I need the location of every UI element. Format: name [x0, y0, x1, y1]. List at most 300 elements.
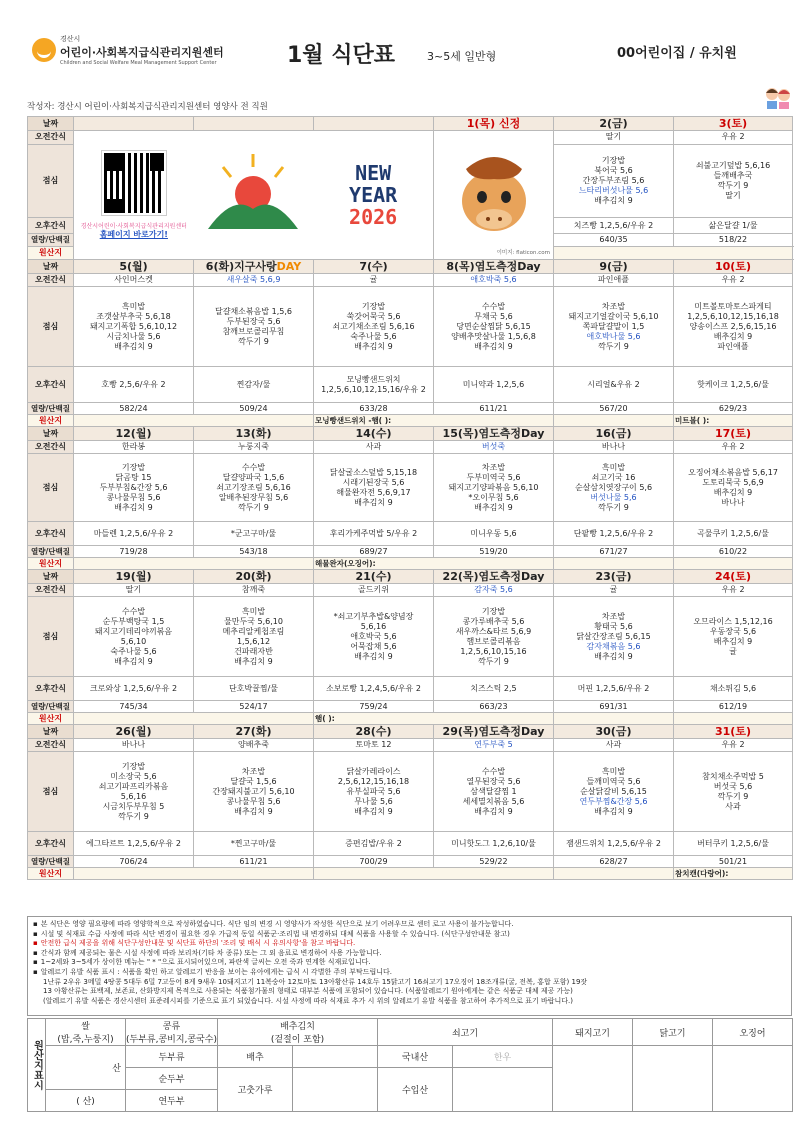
origin-label: 원산지 — [28, 247, 74, 260]
morning-snack: 우유 2 — [674, 739, 793, 752]
lunch-item: 배추김치 9 — [114, 502, 153, 512]
lunch-item: 배추김치 9 — [354, 651, 393, 661]
day-date: 14(수) — [314, 427, 434, 441]
lunch-item: 두부된장국 5,6 — [226, 316, 281, 326]
date-row — [28, 570, 793, 584]
day-date: 17(토) — [674, 427, 793, 441]
origin-label: 원산지 — [28, 713, 74, 725]
lunch-item: 돼지고기폭합 5,6,10,12 — [89, 321, 178, 331]
chicken-value — [633, 1046, 713, 1112]
day-date — [194, 117, 314, 131]
lunch-item: 흑미밥 — [241, 606, 266, 616]
lunch-item: 양배추맛살나물 1,5,6,8 — [451, 331, 536, 341]
lunch-row — [28, 597, 793, 677]
lunch-label: 점심 — [28, 287, 74, 367]
lunch-item: 순두부백탕국 1,5 — [102, 616, 165, 626]
lunch-item: 바나나 — [721, 497, 745, 507]
afternoon-snack: 미니핫도그 1,2,6,10/물 — [434, 832, 554, 856]
cabbage-label: 배추 — [218, 1046, 293, 1068]
menu-table — [27, 116, 793, 880]
lunch-item: 기장밥 — [121, 761, 146, 771]
lunch-menu — [74, 287, 194, 367]
beef-header: 쇠고기 — [378, 1019, 553, 1046]
lunch-item: 차조밥 — [481, 462, 506, 472]
lunch-menu — [674, 454, 793, 522]
lunch-item: 배추김치 9 — [713, 487, 753, 497]
lunch-item: 배추김치 9 — [474, 341, 513, 351]
domestic-value: 한우 — [453, 1046, 553, 1068]
lunch-item: 딸기 — [725, 191, 741, 201]
lunch-item: 흑미밥 — [121, 301, 146, 311]
lunch-item: 물만두국 5,6,10 — [224, 616, 283, 626]
bullet-icon: ▪ — [33, 948, 38, 957]
lunch-menu — [194, 454, 314, 522]
yeon-tofu-label: 연두부 — [126, 1090, 218, 1112]
logo-name: 어린이·사회복지급식관리지원센터 — [60, 46, 224, 59]
promo-area — [74, 131, 434, 260]
calorie-value: 567/20 — [554, 403, 674, 415]
afternoon-snack: 단팥빵 1,2,5,6/우유 2 — [554, 522, 674, 546]
lunch-item: 배추김치 9 — [354, 806, 393, 816]
lunch-item: 깍두기 9 — [238, 336, 269, 346]
lunch-item: 돼지고기얼갈이국 5,6,10 — [568, 311, 659, 321]
day-date: 1(목) 신정 — [434, 117, 554, 131]
day-date: 5(월) — [74, 260, 194, 274]
day-date: 3(토) — [674, 117, 793, 131]
lunch-item: 닭곰탕 15 — [115, 472, 152, 482]
calorie-value: 519/20 — [434, 546, 554, 558]
note-line: (알레르기 유발 식품은 경산시센터 표준레시피를 기준으로 표기 되었습니다. 시설 사정에 따라 식재료 추가 시 위의 알레르기 유발 식품을 참고하여 추가적으로 표기 바랍니다.) — [43, 996, 573, 1005]
lunch-item: 사과 — [725, 801, 741, 811]
sunrise-icon — [194, 149, 312, 242]
lunch-menu — [314, 287, 434, 367]
date-row — [28, 427, 793, 441]
morning-snack: 사과 — [554, 739, 674, 752]
lunch-item: 알배추된장무침 5,6 — [218, 492, 289, 502]
school-name: 00어린이집 / 유치원 — [617, 46, 737, 61]
morning-snack: 버섯죽 — [434, 441, 554, 454]
lunch-menu — [434, 597, 554, 677]
afternoon-snack: 치즈빵 1,2,5,6/우유 2 — [554, 218, 674, 234]
morning-snack: 우유 2 — [674, 131, 793, 145]
horse-icon — [446, 149, 542, 239]
lunch-item: 어묵잡채 5,6 — [350, 641, 397, 651]
lunch-item: 배추김치 9 — [713, 331, 753, 341]
qr-block[interactable] — [75, 151, 193, 240]
morning-snack: 바나나 — [554, 441, 674, 454]
lunch-item: 애호박나물 5,6 — [586, 331, 641, 341]
calorie-value: 640/35 — [554, 234, 674, 247]
calorie-value: 518/22 — [674, 234, 793, 247]
calorie-label: 열량/단백질 — [28, 234, 74, 247]
origin-note-center: 해물완자(오징어): — [314, 558, 554, 570]
lunch-item: 쇠고기파프리카볶음 — [98, 781, 169, 791]
lunch-item: 배추김치 9 — [234, 806, 273, 816]
lunch-item: 깍두기 9 — [118, 811, 149, 821]
lunch-item: *쇠고기부추밥&양념장 — [333, 611, 414, 621]
lunch-item: 삼색달걀찜 1 — [470, 786, 517, 796]
origin-note-center — [314, 868, 554, 880]
note-line: 13 아황산류는 표백제, 보존료, 산화방지제 목적으로 사용되는 식품첨가물의 형태로 대부분 식품에 포함되어 있습니다. (식품알레르기 원아에게는 같은 식품군 대체 제공 가능) — [43, 987, 573, 996]
date-row — [28, 117, 793, 131]
lunch-item: 당면순살찜닭 5,6,15 — [456, 321, 531, 331]
new-year-graphic — [314, 162, 432, 228]
day-date: 16(금) — [554, 427, 674, 441]
lunch-item: 시금치나물 5,6 — [106, 331, 161, 341]
day-date: 8(목)염도측정Day — [434, 260, 554, 274]
afternoon-snack: 미니우동 5,6 — [434, 522, 554, 546]
day-date: 7(수) — [314, 260, 434, 274]
afternoon-snack: 크로와상 1,2,5,6/우유 2 — [74, 677, 194, 701]
day-date: 20(화) — [194, 570, 314, 584]
lunch-item: 쑥갓어묵국 5,6 — [346, 311, 401, 321]
logo-english-name: Children and Social Welfare Meal Management Support Center — [60, 60, 217, 66]
origin-note-left — [74, 558, 314, 570]
squid-value — [713, 1046, 793, 1112]
lunch-item: 애호박국 5,6 — [350, 631, 397, 641]
new-year-year: 2026 — [349, 205, 398, 229]
afternoon-snack: *찐고구마/물 — [194, 832, 314, 856]
lunch-row — [28, 287, 793, 367]
lunch-item: 차조밥 — [601, 611, 626, 621]
afternoon-snack: 곡물쿠키 1,2,5,6/물 — [674, 522, 793, 546]
day-date: 13(화) — [194, 427, 314, 441]
origin-note-right: 참치캔(다랑어): — [674, 868, 793, 880]
lunch-menu — [314, 454, 434, 522]
morning-snack: 우유 2 — [674, 274, 793, 287]
origin-note-mid — [554, 558, 674, 570]
day-date — [74, 117, 194, 131]
morning-snack: 골드키위 — [314, 584, 434, 597]
lunch-item: 달걀채소볶음밥 1,5,6 — [215, 306, 292, 316]
calorie-label: 열량/단백질 — [28, 856, 74, 868]
day-date: 28(수) — [314, 725, 434, 739]
morning-snack: 애호박죽 5,6 — [434, 274, 554, 287]
morning-snack: 파인애플 — [554, 274, 674, 287]
morning-snack: 연두부죽 5 — [434, 739, 554, 752]
origin-note-mid — [554, 415, 674, 427]
calorie-value: 671/27 — [554, 546, 674, 558]
origin-row — [28, 713, 793, 725]
afternoon-snack: 모닝빵샌드위치 1,2,5,6,10,12,15,16/우유 2 — [314, 367, 434, 403]
lunch-item: 콩나물무침 5,6 — [226, 796, 281, 806]
day-date: 30(금) — [554, 725, 674, 739]
origin-note-left — [74, 868, 314, 880]
lunch-item: 무나물 5,6 — [354, 796, 393, 806]
lunch-item: 쇠불고기덮밥 5,6,16 — [695, 161, 771, 171]
calorie-value: 628/27 — [554, 856, 674, 868]
lunch-item: 참깨브로콜리무침 — [222, 326, 285, 336]
image-credit: 이미지: flaticon.com — [496, 250, 550, 256]
smile-logo-icon — [32, 38, 56, 62]
lunch-item: 깍두기 9 — [598, 502, 629, 512]
morning-snack-row — [28, 584, 793, 597]
date-label: 날짜 — [28, 117, 74, 131]
new-year-mid: YEAR — [349, 183, 398, 207]
lunch-item: 수수밥 — [121, 606, 146, 616]
lunch-item: 열무된장국 5,6 — [466, 776, 521, 786]
afternoon-snack: 찐감자/물 — [194, 367, 314, 403]
lunch-item: 배추김치 9 — [594, 196, 633, 206]
origin-row — [28, 558, 793, 570]
origin-label: 원산지 — [28, 868, 74, 880]
lunch-item: 배추김치 9 — [234, 656, 273, 666]
lunch-item: 메추리알케첩조림 — [222, 626, 285, 636]
lunch-item: 배추김치 9 — [594, 651, 633, 661]
lunch-item: 간장두부조림 5,6 — [582, 176, 645, 186]
lunch-item: 오므라이스 1,5,12,16 — [693, 616, 773, 626]
lunch-item: 수수밥 — [241, 462, 266, 472]
lunch-label: 점심 — [28, 597, 74, 677]
calorie-value: 629/23 — [674, 403, 793, 415]
notes-box — [27, 916, 792, 1016]
morning-snack: 토마토 12 — [314, 739, 434, 752]
calorie-row — [28, 701, 793, 713]
calorie-row — [28, 546, 793, 558]
bullet-icon: ▪ — [33, 939, 38, 948]
lunch-item: 해물완자전 5,6,9,17 — [336, 487, 411, 497]
lunch-menu — [554, 454, 674, 522]
morning-snack-row — [28, 274, 793, 287]
lunch-item: 쇠고기장조림 5,6,16 — [216, 482, 291, 492]
lunch-menu — [674, 287, 793, 367]
lunch-item: 두부미역국 5,6 — [466, 472, 521, 482]
lunch-item: 기장밥 — [601, 156, 626, 166]
afternoon-snack-row — [28, 677, 793, 701]
lunch-menu — [314, 752, 434, 832]
day-date: 24(토) — [674, 570, 793, 584]
lunch-item: 버섯나물 5,6 — [590, 492, 637, 502]
lunch-label: 점심 — [28, 144, 74, 217]
origin-table — [27, 1018, 793, 1112]
afternoon-snack: 핫케이크 1,2,5,6/물 — [674, 367, 793, 403]
origin-side-label: 원산지표시 — [28, 1019, 46, 1112]
lunch-item: 새우까스&타르 5,6,9 — [455, 626, 532, 636]
afternoon-snack: 버터쿠키 1,2,5,6/물 — [674, 832, 793, 856]
calorie-label: 열량/단백질 — [28, 403, 74, 415]
lunch-item: 수수밥 — [481, 766, 506, 776]
header — [27, 30, 792, 112]
morning-label: 오전간식 — [28, 584, 74, 597]
soft-tofu-label: 순두부 — [126, 1068, 218, 1090]
morning-label: 오전간식 — [28, 441, 74, 454]
date-label: 날짜 — [28, 260, 74, 274]
origin-note-right — [674, 558, 793, 570]
lunch-item: 도토리묵국 5,6,9 — [702, 477, 764, 487]
date-row — [28, 725, 793, 739]
lunch-menu — [194, 597, 314, 677]
morning-label: 오전간식 — [28, 131, 74, 145]
afternoon-label: 오후간식 — [28, 832, 74, 856]
homepage-link[interactable]: 홈페이지 바로가기! — [99, 229, 168, 239]
lunch-item: *오이무침 5,6 — [468, 492, 519, 502]
lunch-item: 콩가루배추국 5,6 — [462, 616, 525, 626]
lunch-item: 미트볼토마토스파게티 — [694, 301, 772, 311]
afternoon-label: 오후간식 — [28, 218, 74, 234]
morning-snack: 새우살죽 5,6,9 — [194, 274, 314, 287]
age-group: 3~5세 일반형 — [427, 50, 497, 63]
lunch-item: 귤 — [729, 646, 737, 656]
morning-snack-row — [28, 131, 793, 145]
lunch-row — [28, 752, 793, 832]
note-line: ▪ 알레르기 유발 식품 표시 : 식품을 확인 하고 알레르기 반응을 보이는 유아에게는 급식 시 각별한 주의 부탁드립니다. — [33, 967, 392, 976]
lunch-menu — [554, 287, 674, 367]
lunch-item: 배추김치 9 — [474, 806, 513, 816]
afternoon-snack-row — [28, 367, 793, 403]
afternoon-label: 오후간식 — [28, 522, 74, 546]
lunch-menu — [74, 454, 194, 522]
lunch-item: 유부실파국 5,6 — [346, 786, 401, 796]
lunch-item: 닭살간장조림 5,6,15 — [576, 631, 651, 641]
lunch-menu — [674, 597, 793, 677]
day-date: 6(화)지구사랑DAY — [194, 260, 314, 274]
lunch-item: 쇠고기채소조림 5,6,16 — [332, 321, 415, 331]
note-line: ▪ 1~2세와 3~5세가 상이한 메뉴는 " * "으로 표시되어있으며, 파란색 글씨는 오전 죽과 연계한 식재료입니다. — [33, 958, 371, 967]
lunch-item: 5,6,10 — [120, 636, 147, 646]
morning-snack: 바나나 — [74, 739, 194, 752]
bullet-icon: ▪ — [33, 967, 38, 976]
lunch-item: 콩나물무침 5,6 — [106, 492, 161, 502]
lunch-item: 돼지고기양파볶음 5,6,10 — [448, 482, 539, 492]
day-date: 23(금) — [554, 570, 674, 584]
calorie-value: 691/31 — [554, 701, 674, 713]
lunch-item: 황태국 5,6 — [594, 621, 633, 631]
lunch-item: 차조밥 — [241, 766, 266, 776]
chili-value — [293, 1068, 378, 1112]
calorie-value: 509/24 — [194, 403, 314, 415]
lunch-menu — [674, 144, 793, 217]
calorie-value: 689/27 — [314, 546, 434, 558]
calorie-value: 633/28 — [314, 403, 434, 415]
afternoon-snack: 후리가케주먹밥 5/우유 2 — [314, 522, 434, 546]
lunch-item: 달걀양파국 1,5,6 — [222, 472, 285, 482]
lunch-item: 조갯살부추국 5,6,18 — [96, 311, 171, 321]
lunch-item: 깍두기 9 — [598, 341, 629, 351]
afternoon-snack: 호빵 2,5,6/우유 2 — [74, 367, 194, 403]
chicken-header: 닭고기 — [633, 1019, 713, 1046]
day-date: 15(목)염도측정Day — [434, 427, 554, 441]
afternoon-snack: 마들렌 1,2,5,6/우유 2 — [74, 522, 194, 546]
lunch-item: 우동장국 5,6 — [709, 626, 757, 636]
lunch-item: 1,2,5,6,10,15,16 — [460, 646, 527, 656]
lunch-item: 북어국 5,6 — [594, 166, 633, 176]
logo-city: 경산시 — [60, 35, 81, 43]
morning-label: 오전간식 — [28, 739, 74, 752]
date-label: 날짜 — [28, 570, 74, 584]
lunch-item: 쪽파달걀말이 1,5 — [582, 321, 645, 331]
lunch-item: 시금치두부무침 5 — [102, 801, 165, 811]
calorie-value: 610/22 — [674, 546, 793, 558]
afternoon-snack: 치즈스틱 2,5 — [434, 677, 554, 701]
lunch-item: 닭살굴소스덮밥 5,15,18 — [329, 467, 418, 477]
lunch-item: 차조밥 — [601, 301, 626, 311]
morning-snack: 한라봉 — [74, 441, 194, 454]
morning-snack: 우유 2 — [674, 584, 793, 597]
lunch-menu — [74, 597, 194, 677]
origin-label: 원산지 — [28, 558, 74, 570]
chili-label: 고춧가루 — [218, 1068, 293, 1112]
calorie-label: 열량/단백질 — [28, 546, 74, 558]
calorie-value: 501/21 — [674, 856, 793, 868]
afternoon-snack: 시리얼&우유 2 — [554, 367, 674, 403]
day-date: 12(월) — [74, 427, 194, 441]
calorie-value: 745/34 — [74, 701, 194, 713]
pork-value — [553, 1046, 633, 1112]
day-date: 10(토) — [674, 260, 793, 274]
qr-code-icon[interactable] — [102, 151, 166, 215]
lunch-item: 닭살카레라이스 — [346, 766, 401, 776]
calorie-label: 열량/단백질 — [28, 701, 74, 713]
cabbage-value — [293, 1046, 378, 1068]
lunch-item: 햄브로콜리볶음 — [466, 636, 521, 646]
lunch-item: 기장밥 — [361, 301, 386, 311]
morning-snack: 참깨죽 — [194, 584, 314, 597]
afternoon-snack: 미니약과 1,2,5,6 — [434, 367, 554, 403]
lunch-item: 건파래자반 — [234, 646, 273, 656]
calorie-row — [28, 403, 793, 415]
lunch-menu — [434, 287, 554, 367]
page-title: 1월 식단표 — [287, 43, 395, 68]
note-line: ▪ 간식과 함께 제공되는 물은 시설 사정에 따라 보리차(기타 차 종류) 또는 그 외 음료로 변경하여 사용 가능합니다. — [33, 948, 382, 957]
lunch-item: 흑미밥 — [601, 462, 626, 472]
calorie-value: 543/18 — [194, 546, 314, 558]
morning-label: 오전간식 — [28, 274, 74, 287]
day-date: 21(수) — [314, 570, 434, 584]
lunch-item: 깍두기 9 — [717, 181, 749, 191]
lunch-item: 오징어채소볶음밥 5,6,17 — [688, 467, 778, 477]
note-line: 1난류 2우유 3메밀 4땅콩 5대두 6밀 7고등어 8게 9새우 10돼지고기 11복숭아 12토마토 13아황산류 14호두 15닭고기 16쇠고기 17오징어 18조개류(굴, 전복, 홍합 포함) 19잣 — [43, 977, 588, 986]
lunch-item: 연두부찜&간장 5,6 — [579, 796, 648, 806]
origin-note-left — [74, 415, 314, 427]
calorie-value: 611/21 — [194, 856, 314, 868]
morning-snack: 딸기 — [74, 584, 194, 597]
bean-header: 콩류 (두부류,콩비지,콩국수) — [126, 1019, 218, 1046]
bullet-icon: ▪ — [33, 958, 38, 967]
lunch-item: 들깨미역국 5,6 — [586, 776, 641, 786]
afternoon-snack: 머핀 1,2,5,6/우유 2 — [554, 677, 674, 701]
morning-snack: 귤 — [554, 584, 674, 597]
lunch-item: 기장밥 — [121, 462, 146, 472]
origin-note — [554, 247, 793, 260]
morning-snack: 딸기 — [554, 131, 674, 145]
lunch-item: 배추김치 9 — [594, 806, 633, 816]
afternoon-label: 오후간식 — [28, 367, 74, 403]
lunch-item: 파인애플 — [717, 341, 749, 351]
day-date: 26(월) — [74, 725, 194, 739]
lunch-menu — [434, 454, 554, 522]
lunch-item: 쇠고기국 16 — [591, 472, 636, 482]
pork-header: 돼지고기 — [553, 1019, 633, 1046]
morning-snack: 누룽지죽 — [194, 441, 314, 454]
lunch-item: 달걀국 1,5,6 — [230, 776, 277, 786]
rice-origin-2: ( 산) — [46, 1090, 126, 1112]
morning-snack: 우유 2 — [674, 441, 793, 454]
calorie-value: 529/22 — [434, 856, 554, 868]
lunch-menu — [674, 752, 793, 832]
rice-header: 쌀 (밥,죽,누룽지) — [46, 1019, 126, 1046]
calorie-value: 706/24 — [74, 856, 194, 868]
origin-note-mid — [554, 868, 674, 880]
center-logo — [32, 34, 224, 66]
day-date: 31(토) — [674, 725, 793, 739]
lunch-label: 점심 — [28, 454, 74, 522]
origin-label: 원산지 — [28, 415, 74, 427]
lunch-item: 배추김치 9 — [474, 502, 513, 512]
lunch-item: 숙주나물 5,6 — [110, 646, 157, 656]
lunch-item: 참치채소주먹밥 5 — [702, 771, 764, 781]
calorie-row — [28, 856, 793, 868]
lunch-item: 배추김치 9 — [354, 497, 393, 507]
